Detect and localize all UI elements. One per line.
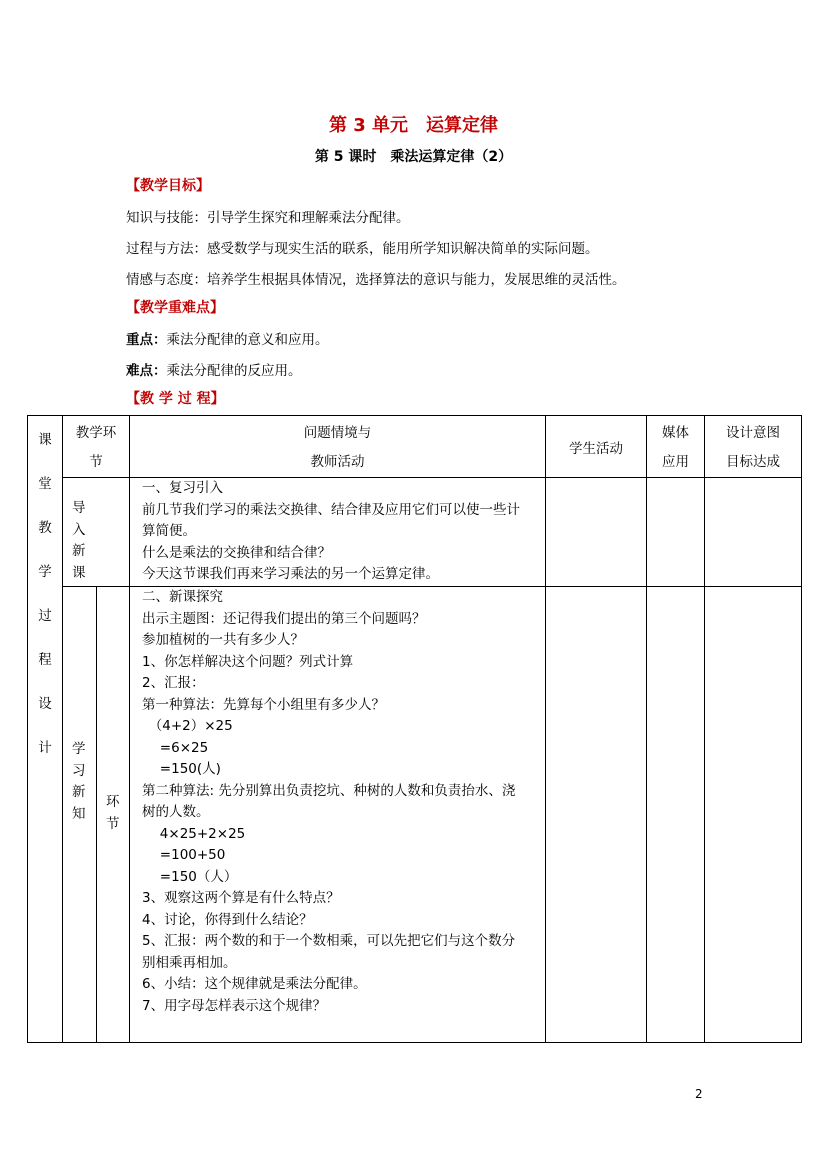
stage-char: 入 xyxy=(72,521,86,538)
side-char: 设 xyxy=(38,696,52,712)
header-intent-line2: 目标达成 xyxy=(726,454,780,470)
new-student xyxy=(546,587,647,1043)
text-line: 算简便。 xyxy=(142,523,196,539)
keypoints-heading: 【教学重难点】 xyxy=(126,300,224,316)
side-char: 堂 xyxy=(38,476,52,492)
text-line: 2、汇报： xyxy=(142,675,205,691)
goal-process: 过程与方法：感受数学与现实生活的联系，能用所学知识解决简单的实际问题。 xyxy=(126,241,599,257)
text-line: 什么是乘法的交换律和结合律？ xyxy=(142,544,331,561)
text-line: 参加植树的一共有多少人？ xyxy=(142,632,304,648)
side-char: 过 xyxy=(38,608,52,624)
text-line: 出示主题图：还记得我们提出的第三个问题吗？ xyxy=(142,610,426,627)
header-stage xyxy=(63,416,130,478)
text-line: 今天这节课我们再来学习乘法的另一个运算定律。 xyxy=(142,566,439,582)
stage-new xyxy=(63,587,97,1043)
text-line: 前几节我们学习的乘法交换律、结合律及应用它们可以使一些计 xyxy=(142,501,520,518)
difficult-label: 难点： xyxy=(126,363,167,379)
intro-student xyxy=(546,478,647,587)
goal-knowledge: 知识与技能：引导学生探究和理解乘法分配律。 xyxy=(126,210,410,226)
header-student: 学生活动 xyxy=(546,416,647,478)
text-line: =100+50 xyxy=(142,847,226,863)
intro-media xyxy=(647,478,705,587)
text-line: 6、小结：这个规律就是乘法分配律。 xyxy=(142,976,367,992)
goal-emotion: 情感与态度：培养学生根据具体情况，选择算法的意识与能力，发展思维的灵活性。 xyxy=(126,272,626,288)
header-stage-line2: 节 xyxy=(89,454,103,470)
stage-intro xyxy=(63,478,130,587)
lesson-subtitle: 第 5 课时 乘法运算定律（2） xyxy=(314,149,513,165)
new-intent xyxy=(705,587,802,1043)
text-line: 一、复习引入 xyxy=(142,480,223,496)
side-char: 计 xyxy=(38,740,52,756)
text-line: 树的人数。 xyxy=(142,804,210,820)
side-char: 教 xyxy=(38,520,52,536)
stage-char: 知 xyxy=(72,805,86,822)
text-line: 别相乘再相加。 xyxy=(142,954,237,971)
text-line: 第二种算法: 先分别算出负责挖坑、种树的人数和负责抬水、浇 xyxy=(142,782,516,799)
lesson-process-table xyxy=(27,415,802,1043)
stage-char: 新 xyxy=(72,784,86,800)
process-heading: 【教 学 过 程】 xyxy=(126,391,225,407)
sub-char: 环 xyxy=(106,794,120,810)
text-line: 3、观察这两个算是有什么特点？ xyxy=(142,890,340,906)
stage-sub xyxy=(97,587,130,1043)
header-intent xyxy=(705,416,802,478)
stage-char: 课 xyxy=(72,564,86,581)
text-line: 第一种算法：先算每个小组里有多少人？ xyxy=(142,696,385,713)
header-stage-line1: 教学环 xyxy=(75,425,117,441)
header-teacher xyxy=(130,416,546,478)
new-content xyxy=(130,587,546,1043)
header-media-line2: 应用 xyxy=(662,454,689,470)
text-line: 4、讨论，你得到什么结论？ xyxy=(142,911,313,928)
side-char: 课 xyxy=(38,432,52,448)
header-media xyxy=(647,416,705,478)
header-teacher-line2: 教师活动 xyxy=(310,454,365,470)
difficult-text: 乘法分配律的反应用。 xyxy=(166,363,302,379)
intro-content xyxy=(130,478,546,587)
side-label xyxy=(28,416,63,1043)
stage-char: 新 xyxy=(72,543,86,559)
text-line: 二、新课探究 xyxy=(142,589,223,605)
text-line: =6×25 xyxy=(142,739,209,756)
text-line: =150(人) xyxy=(142,761,221,777)
difficult-point xyxy=(126,359,302,379)
text-line: 5、汇报：两个数的和于一个数相乘，可以先把它们与这个数分 xyxy=(142,933,516,949)
text-line: 1、你怎样解决这个问题？列式计算 xyxy=(142,653,354,670)
sub-char: 节 xyxy=(106,815,120,832)
new-media xyxy=(647,587,705,1043)
page-title: 第 3 单元 运算定律 xyxy=(328,115,499,136)
stage-char: 导 xyxy=(72,500,86,516)
key-label: 重点： xyxy=(126,332,167,348)
header-intent-line1: 设计意图 xyxy=(726,425,780,441)
text-line: （4+2）×25 xyxy=(142,718,233,734)
intro-intent xyxy=(705,478,802,587)
stage-char: 习 xyxy=(72,762,86,779)
text-line: 7、用字母怎样表示这个规律？ xyxy=(142,997,327,1014)
key-point xyxy=(126,328,329,348)
text-line: 4×25+2×25 xyxy=(142,825,246,842)
goals-heading: 【教学目标】 xyxy=(126,178,210,194)
stage-char: 学 xyxy=(72,741,86,757)
text-line: =150（人） xyxy=(142,868,238,885)
header-teacher-line1: 问题情境与 xyxy=(303,425,372,441)
header-media-line1: 媒体 xyxy=(662,425,689,441)
side-char: 程 xyxy=(38,652,52,668)
page-number: 2 xyxy=(695,1087,703,1101)
key-text: 乘法分配律的意义和应用。 xyxy=(166,332,329,348)
side-char: 学 xyxy=(38,564,52,580)
